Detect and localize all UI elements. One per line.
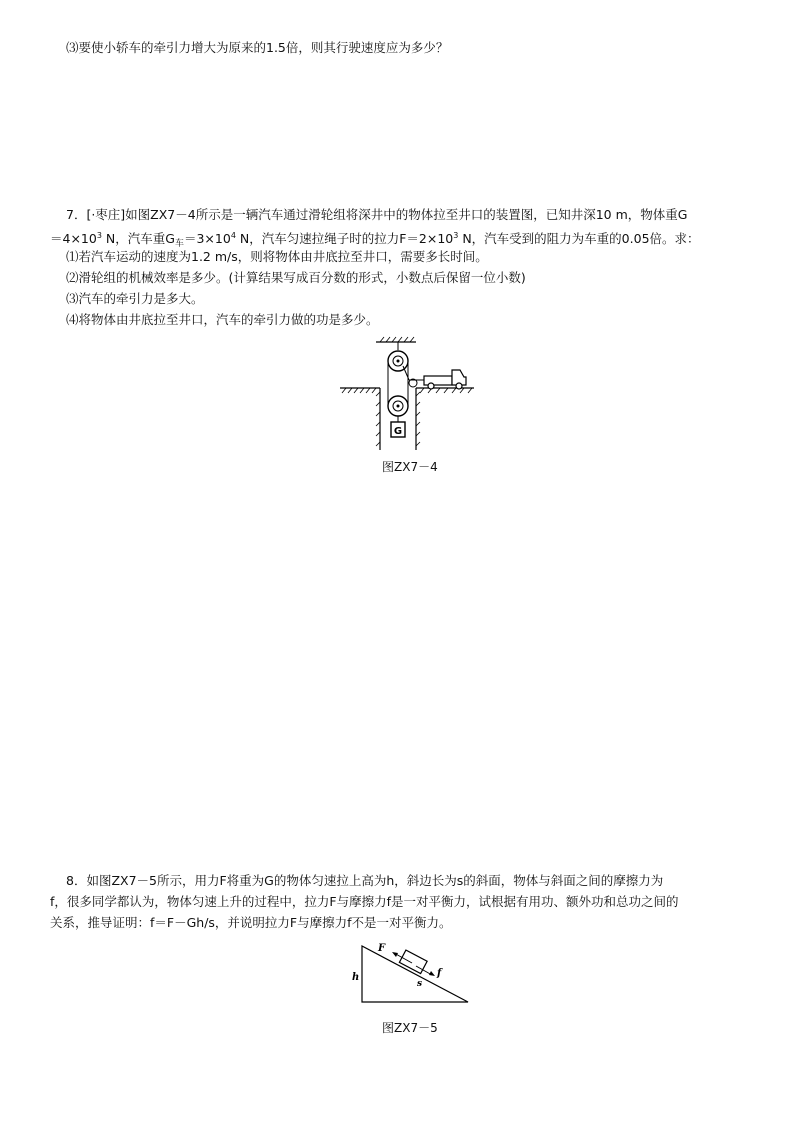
figure-caption-zx7-5: 图ZX7－5	[382, 1021, 438, 1035]
q8-line3: 关系，推导证明：f＝F－Gh/s，并说明拉力F与摩擦力f不是一对平衡力。	[50, 915, 452, 930]
q7-line2-e: N，汽车受到的阻力为车重的0.05倍。求：	[458, 231, 700, 246]
label-F: F	[378, 943, 386, 954]
q7-line2-b: N，汽车重G	[101, 231, 175, 246]
q7-exp2: 4	[230, 231, 236, 240]
q7-line1: 7．[·枣庄]如图ZX7－4所示是一辆汽车通过滑轮组将深井中的物体拉至井口的装置图，已知井深10 m，物体重G	[66, 207, 688, 222]
label-f: f	[437, 968, 442, 979]
incline-figure	[346, 938, 476, 1008]
q7-sub-che: 车	[174, 239, 184, 249]
q7-line2-d: N，汽车匀速拉绳子时的拉力F＝2×10	[235, 231, 454, 246]
figure-caption-zx7-4: 图ZX7－4	[382, 460, 438, 474]
q8-line2: f，很多同学都认为，物体匀速上升的过程中，拉力F与摩擦力f是一对平衡力，试根据有用功、额外功和总功之间的	[50, 894, 679, 909]
weight-label-G: G	[393, 426, 403, 437]
q7-sub2: ⑵滑轮组的机械效率是多少。(计算结果写成百分数的形式，小数点后保留一位小数)	[66, 270, 526, 285]
q8-line1: 8．如图ZX7－5所示，用力F将重为G的物体匀速拉上高为h，斜边长为s的斜面，物体与斜面之间的摩擦力为	[66, 873, 664, 888]
q7-exp1: 3	[96, 231, 102, 240]
q7-sub3: ⑶汽车的牵引力是多大。	[66, 291, 204, 306]
q7-line2-c: ＝3×10	[183, 231, 231, 246]
label-h: h	[352, 972, 360, 983]
q7-exp3: 3	[453, 231, 459, 240]
q7-line2-a: ＝4×10	[50, 231, 97, 246]
q7-sub1: ⑴若汽车运动的速度为1.2 m/s，则将物体由井底拉至井口，需要多长时间。	[66, 249, 488, 264]
q7-sub4: ⑷将物体由井底拉至井口，汽车的牵引力做的功是多少。	[66, 312, 379, 327]
q6-part3-text: ⑶要使小轿车的牵引力增大为原来的1.5倍，则其行驶速度应为多少？	[66, 40, 449, 55]
label-s: s	[417, 979, 423, 989]
pulley-truck-figure	[336, 336, 476, 452]
